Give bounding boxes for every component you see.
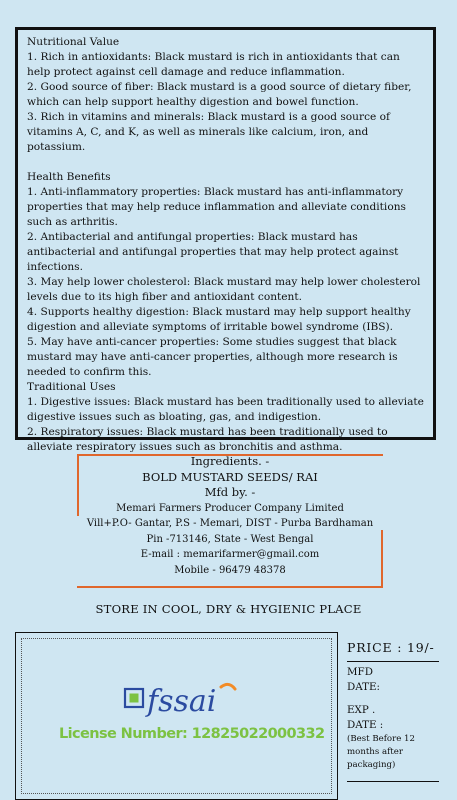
nutrition-item: 1. Rich in antioxidants: Black mustard is rich in antioxidants that can help protect against cell damage and reduce inflammation. [27,51,400,78]
ingredients-box [77,454,383,588]
traditional-item: 1. Digestive issues: Black mustard has been traditionally used to alleviate digestive issues such as bloating, gas, and indigestion. [27,396,424,423]
traditional-title: Traditional Uses [27,381,116,393]
benefit-item: 2. Antibacterial and antifungal properties: Black mustard has antibacterial and antifungal properties that may help protect against infections. [27,231,399,273]
nutrition-title: Nutritional Value [27,36,120,48]
fssai-logo-text: fssai [147,684,217,719]
benefit-item: 3. May help lower cholesterol: Black mustard may help lower cholesterol levels due to its high fiber and antioxidant content. [27,276,421,303]
benefit-item: 1. Anti-inflammatory properties: Black mustard has anti-inflammatory properties that may help reduce inflammation and alleviate conditions such as arthritis. [27,186,406,228]
mfd-label: MFD [347,666,373,678]
benefits-list [27,185,424,380]
traditional-list [27,395,424,455]
price-label: PRICE : 19/- [347,632,439,662]
mfd-date-label: DATE: [347,681,380,693]
address-line-2: Pin -713146, State - West Bengal [146,533,314,545]
best-before-note: (Best Before 12 months after packaging) [347,734,415,770]
contact-email: E-mail : memarifarmer@gmail.com [140,549,320,560]
mfd-by-label: Mfd by. - [204,485,256,499]
storage-instruction: STORE IN COOL, DRY & HYGIENIC PLACE [95,602,362,616]
nutrition-item: 2. Good source of fiber: Black mustard is a good source of dietary fiber, which can help support healthy digestion and bowel function. [27,81,412,108]
fssai-logo [123,681,243,721]
nutrition-item: 3. Rich in vitamins and minerals: Black mustard is a good source of vitamins A, C, and K, as well as minerals like calcium, iron, and potassium. [27,111,390,153]
contact-mobile: Mobile - 96479 48378 [174,564,286,576]
benefits-title: Health Benefits [27,171,111,183]
price-panel-bottom-rule [347,781,439,782]
orange-rule-bottom [77,586,383,588]
address-line-1: Vill+P.O- Gantar, P.S - Memari, DIST - Purba Bardhaman [86,518,374,529]
ingredients-heading: Ingredients. - [190,454,270,468]
license-number: License Number: 12825022000332 [59,726,325,742]
company-name: Memari Farmers Producer Company Limited [116,502,344,514]
exp-label: EXP . [347,704,376,716]
traditional-item: 2. Respiratory issues: Black mustard has been traditionally used to alleviate respiratory issues such as bronchitis and asthma. [27,426,388,453]
benefit-item: 4. Supports healthy digestion: Black mustard may help support healthy digestion and alleviate symptoms of irritable bowel syndrome (IBS). [27,306,411,333]
license-box [15,632,338,800]
product-name: BOLD MUSTARD SEEDS/ RAI [142,469,318,484]
benefit-item: 5. May have anti-cancer properties: Some studies suggest that black mustard may have anti-cancer properties, although more research is needed to confirm this. [27,336,398,378]
price-panel [347,632,439,782]
exp-date-label: DATE : [347,719,384,731]
nutrition-list [27,50,424,155]
product-info-box [15,27,436,453]
